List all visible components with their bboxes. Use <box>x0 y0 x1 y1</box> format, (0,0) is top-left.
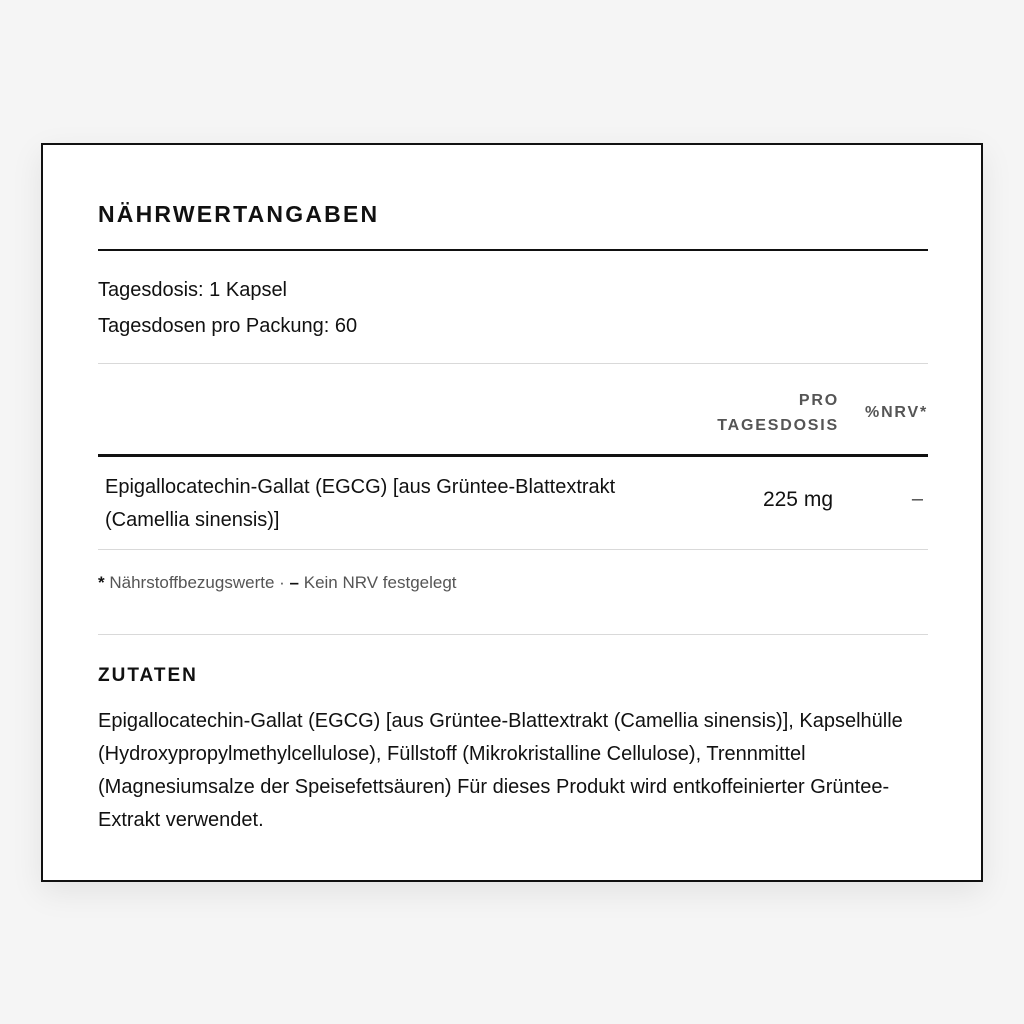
table-row-divider <box>98 549 928 550</box>
footnote-star-text: Nährstoffbezugswerte · <box>109 573 290 592</box>
column-header-per-dose-line2: TAGESDOSIS <box>717 417 839 434</box>
serving-divider <box>98 363 928 364</box>
nrv-footnote <box>98 573 457 593</box>
nutrient-name: Epigallocatechin-Gallat (EGCG) [aus Grüntee-Blattextrakt (Camellia sinensis)] <box>105 476 616 531</box>
doses-per-pack: Tagesdosen pro Packung: 60 <box>98 315 358 337</box>
nutrition-facts-card <box>41 143 983 882</box>
footnote-dash: – <box>289 573 299 592</box>
title-divider <box>98 249 928 251</box>
footnote-divider <box>98 634 928 635</box>
column-header-per-dose <box>679 388 839 438</box>
nutrient-nrv: – <box>911 488 923 510</box>
column-header-nrv: %NRV* <box>865 404 928 421</box>
ingredients-title: ZUTATEN <box>98 665 198 686</box>
footnote-star: * <box>98 573 105 592</box>
ingredients-text: Epigallocatechin-Gallat (EGCG) [aus Grüntee-Blattextrakt (Camellia sinensis)], Kapselhülle (Hydroxypropylmethylcellulose), Füllstoff (Mikrokristalline Cellulose), Trennmittel (Magnesiumsalze der Speisefettsäuren) Für dieses Produkt wird entkoffeinierter Grüntee-Extrakt verwendet. <box>98 710 903 831</box>
column-header-per-dose-line1: PRO <box>798 392 839 409</box>
nutrition-title: NÄHRWERTANGABEN <box>98 201 380 227</box>
footnote-dash-text: Kein NRV festgelegt <box>303 573 457 592</box>
nutrient-amount: 225 mg <box>762 488 833 511</box>
daily-dose: Tagesdosis: 1 Kapsel <box>98 279 288 301</box>
table-header-divider <box>98 454 928 457</box>
